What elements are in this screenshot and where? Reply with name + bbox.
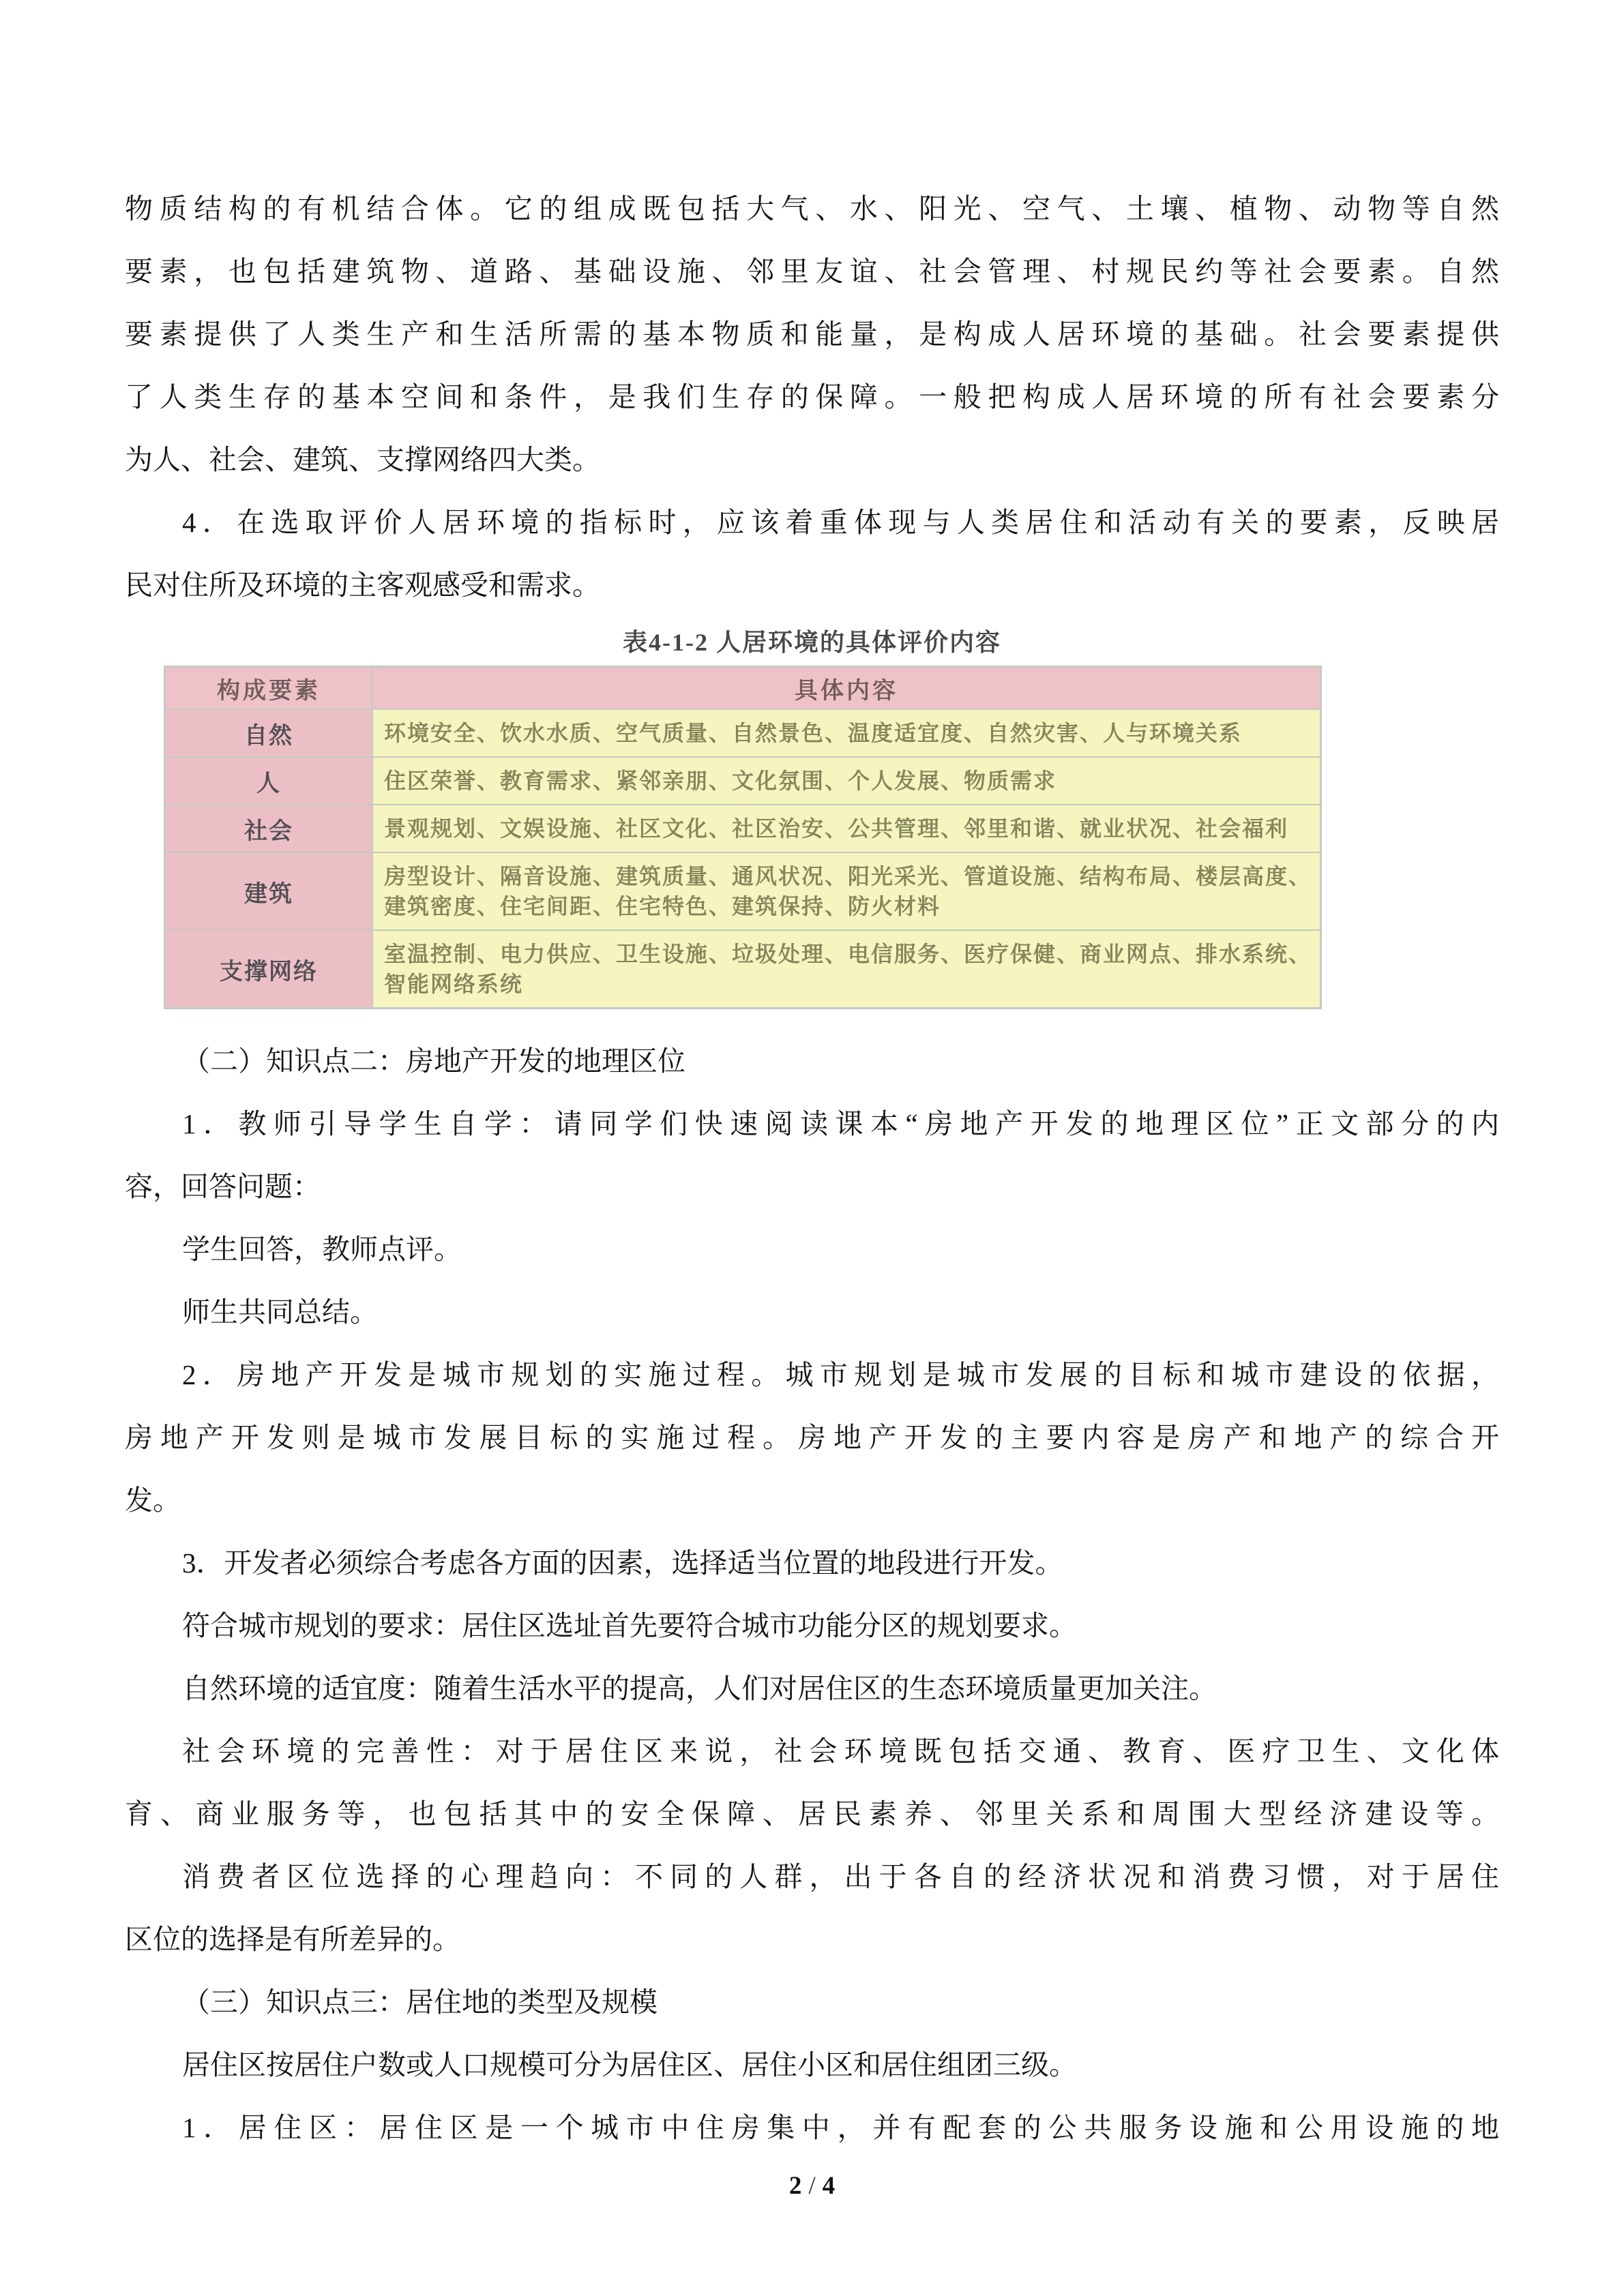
row-label: 自然 xyxy=(165,709,373,757)
text-line: （二）知识点二：房地产开发的地理区位 xyxy=(182,1045,685,1077)
text-line: 房地产开发则是城市发展目标的实施过程。房地产开发的主要内容是房产和地产的综合开 xyxy=(125,1422,1499,1453)
column-header-content: 具体内容 xyxy=(372,667,1321,710)
row-content: 室温控制、电力供应、卫生设施、垃圾处理、电信服务、医疗保健、商业网点、排水系统、智能网络系统 xyxy=(372,930,1321,1009)
text-line: 1．教师引导学生自学：请同学们快速阅读课本“房地产开发的地理区位”正文部分的内 xyxy=(182,1108,1499,1139)
row-content: 住区荣誉、教育需求、紧邻亲朋、文化氛围、个人发展、物质需求 xyxy=(372,757,1321,805)
row-label: 人 xyxy=(165,757,373,805)
table-title: 表4-1-2 人居环境的具体评价内容 xyxy=(623,629,1001,656)
text-line: 物质结构的有机结合体。它的组成既包括大气、水、阳光、空气、土壤、植物、动物等自然 xyxy=(125,193,1499,224)
text-line: 要素提供了人类生产和生活所需的基本物质和能量，是构成人居环境的基础。社会要素提供 xyxy=(125,318,1499,350)
text-line: 3．开发者必须综合考虑各方面的因素，选择适当位置的地段进行开发。 xyxy=(182,1547,1063,1579)
text-line: 为人、社会、建筑、支撑网络四大类。 xyxy=(125,444,600,475)
text-line: 4．在选取评价人居环境的指标时，应该着重体现与人类居住和活动有关的要素，反映居 xyxy=(182,507,1499,538)
text-line: 符合城市规划的要求：居住区选址首先要符合城市功能分区的规划要求。 xyxy=(182,1610,1077,1641)
row-label: 社会 xyxy=(165,805,373,852)
page-number-separator: / xyxy=(808,2172,816,2200)
column-header-factor: 构成要素 xyxy=(165,667,373,710)
row-content: 环境安全、饮水水质、空气质量、自然景色、温度适宜度、自然灾害、人与环境关系 xyxy=(372,709,1321,757)
text-line: 师生共同总结。 xyxy=(182,1296,378,1328)
text-line: 2．房地产开发是城市规划的实施过程。城市规划是城市发展的目标和城市建设的依据， xyxy=(182,1359,1499,1390)
row-content: 房型设计、隔音设施、建筑质量、通风状况、阳光采光、管道设施、结构布局、楼层高度、建筑密度、住宅间距、住宅特色、建筑保持、防火材料 xyxy=(372,852,1321,930)
text-line: 育、商业服务等，也包括其中的安全保障、居民素养、邻里关系和周围大型经济建设等。 xyxy=(125,1798,1499,1830)
table-row-support-network xyxy=(165,930,1321,1009)
text-line: 社会环境的完善性：对于居住区来说，社会环境既包括交通、教育、医疗卫生、文化体 xyxy=(182,1735,1499,1767)
table-row-nature xyxy=(165,709,1321,757)
table-row-society xyxy=(165,805,1321,852)
page-footer xyxy=(125,2171,1499,2201)
row-label: 支撑网络 xyxy=(165,930,373,1009)
page-number-total: 4 xyxy=(822,2172,836,2200)
text-line: 自然环境的适宜度：随着生活水平的提高，人们对居住区的生态环境质量更加关注。 xyxy=(182,1673,1217,1704)
row-content: 景观规划、文娱设施、社区文化、社区治安、公共管理、邻里和谐、就业状况、社会福利 xyxy=(372,805,1321,852)
table-row-building xyxy=(165,852,1321,930)
text-line: 学生回答，教师点评。 xyxy=(182,1234,462,1265)
table-header-row xyxy=(165,667,1321,710)
text-line: 要素，也包括建筑物、道路、基础设施、邻里友谊、社会管理、村规民约等社会要素。自然 xyxy=(125,256,1499,287)
paragraph-block-top xyxy=(125,177,1499,616)
page-number-current: 2 xyxy=(788,2172,802,2200)
text-line: 容，回答问题： xyxy=(125,1171,321,1202)
table-row-people xyxy=(165,757,1321,805)
text-line: 1．居住区：居住区是一个城市中住房集中，并有配套的公共服务设施和公用设施的地 xyxy=(182,2112,1499,2143)
evaluation-table xyxy=(164,666,1322,1009)
text-line: 消费者区位选择的心理趋向：不同的人群，出于各自的经济状况和消费习惯，对于居住 xyxy=(182,1861,1499,1892)
row-label: 建筑 xyxy=(165,852,373,930)
text-line: 民对住所及环境的主客观感受和需求。 xyxy=(125,569,600,601)
text-line: 居住区按居住户数或人口规模可分为居住区、居住小区和居住组团三级。 xyxy=(182,2049,1077,2081)
paragraph-block-bottom xyxy=(125,1030,1499,2159)
text-line: 发。 xyxy=(125,1485,181,1516)
text-line: 区位的选择是有所差异的。 xyxy=(125,1924,460,1955)
text-line: （三）知识点三：居住地的类型及规模 xyxy=(182,1986,658,2018)
text-line: 了人类生存的基本空间和条件，是我们生存的保障。一般把构成人居环境的所有社会要素分 xyxy=(125,381,1499,413)
